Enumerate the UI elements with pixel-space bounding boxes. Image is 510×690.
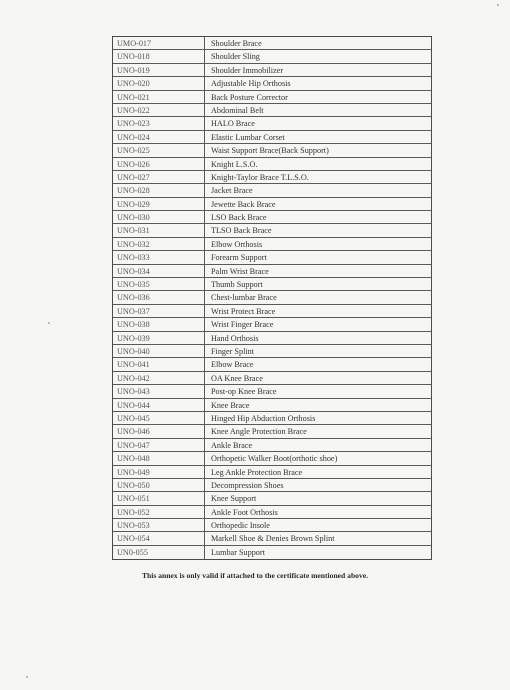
table-row (113, 492, 431, 505)
product-name-cell: Wrist Protect Brace (211, 306, 276, 316)
product-name-cell: Ankle Foot Orthosis (211, 507, 278, 517)
product-name-cell: Abdominal Belt (211, 105, 264, 115)
product-code-cell: UNO-052 (113, 506, 205, 518)
product-code-cell: UNO-043 (113, 385, 205, 397)
table-row (113, 37, 431, 50)
product-name-cell: Elbow Orthosis (211, 239, 263, 249)
product-code-cell: UNO-024 (113, 131, 205, 143)
product-name-cell: Thumb Support (211, 280, 263, 290)
annex-validity-note: This annex is only valid if attached to the certificate mentioned above. (141, 571, 369, 580)
table-row (113, 358, 431, 371)
table-row (113, 506, 431, 519)
table-row (113, 158, 431, 171)
table-row (113, 399, 431, 412)
product-code-cell: UNO-053 (113, 519, 205, 531)
product-code-cell: UNO-036 (113, 291, 205, 303)
product-code-cell: UNO-020 (113, 77, 205, 89)
product-name-cell: TLSO Back Brace (211, 226, 272, 236)
product-name-cell: Finger Splint (211, 346, 254, 356)
product-name-cell: Decompression Shoes (211, 480, 284, 490)
product-name-cell: Elbow Brace (211, 360, 254, 370)
product-name-cell: LSO Back Brace (211, 213, 267, 223)
table-row (113, 224, 431, 237)
product-name-cell: Hinged Hip Abduction Orthosis (211, 413, 316, 423)
product-code-cell: UNO-048 (113, 452, 205, 464)
product-code-cell: UNO-027 (113, 171, 205, 183)
product-name-cell: Jewette Back Brace (211, 199, 276, 209)
table-row (113, 278, 431, 291)
product-code-cell: UNO-037 (113, 305, 205, 317)
table-row (113, 305, 431, 318)
product-code-cell: UNO-034 (113, 265, 205, 277)
product-name-cell: Adjustable Hip Orthosis (211, 79, 291, 89)
product-name-cell: Jacket Brace (211, 186, 253, 196)
table-row (113, 131, 431, 144)
product-code-cell: UNO-051 (113, 492, 205, 504)
product-name-cell: Ankle Brace (211, 440, 253, 450)
table-row (113, 50, 431, 63)
table-row (113, 479, 431, 492)
product-name-cell: Wrist Finger Brace (211, 320, 274, 330)
product-name-cell: Back Posture Corrector (211, 92, 288, 102)
product-code-cell: UNO-019 (113, 64, 205, 76)
product-code-cell: UNO-040 (113, 345, 205, 357)
product-code-cell: UNO-044 (113, 399, 205, 411)
product-code-cell: UN0-055 (113, 546, 205, 559)
table-row (113, 439, 431, 452)
product-name-cell: HALO Brace (211, 119, 255, 129)
table-row (113, 91, 431, 104)
product-code-cell: UNO-041 (113, 358, 205, 370)
table-row (113, 425, 431, 438)
product-code-cell: UNO-018 (113, 50, 205, 62)
product-code-cell: UNO-028 (113, 184, 205, 196)
product-name-cell: Knight L.S.O. (211, 159, 258, 169)
table-row (113, 251, 431, 264)
table-row (113, 452, 431, 465)
product-code-cell: UNO-025 (113, 144, 205, 156)
table-row (113, 77, 431, 90)
scan-speck (26, 676, 28, 678)
product-name-cell: Post-op Knee Brace (211, 387, 277, 397)
scan-speck (48, 322, 50, 324)
product-name-cell: Forearm Support (211, 253, 267, 263)
table-row (113, 519, 431, 532)
product-name-cell: Elastic Lumbar Corset (211, 132, 285, 142)
table-row (113, 385, 431, 398)
product-name-cell: Shoulder Immobilizer (211, 65, 284, 75)
table-row (113, 412, 431, 425)
scan-speck (497, 4, 499, 6)
product-name-cell: Knee Support (211, 494, 257, 504)
table-row (113, 64, 431, 77)
product-name-cell: Shoulder Brace (211, 39, 262, 48)
product-code-cell: UNO-029 (113, 198, 205, 210)
product-code-cell: UNO-046 (113, 425, 205, 437)
product-code-cell: UNO-022 (113, 104, 205, 116)
product-name-cell: Orthopedic Insole (211, 521, 270, 531)
table-row (113, 171, 431, 184)
product-name-cell: Shoulder Sling (211, 52, 260, 62)
product-code-cell: UNO-021 (113, 91, 205, 103)
product-code-cell: UNO-045 (113, 412, 205, 424)
table-row (113, 466, 431, 479)
annex-table (112, 36, 432, 560)
product-code-cell: UNO-038 (113, 318, 205, 330)
product-code-cell: UNO-032 (113, 238, 205, 250)
table-row (113, 532, 431, 545)
table-row (113, 144, 431, 157)
product-name-cell: Leg Ankle Protection Brace (211, 467, 303, 477)
product-code-cell: UNO-026 (113, 158, 205, 170)
product-name-cell: Knee Angle Protection Brace (211, 427, 307, 437)
product-name-cell: Hand Orthosis (211, 333, 259, 343)
table-row (113, 117, 431, 130)
table-row (113, 184, 431, 197)
product-code-cell: UNO-050 (113, 479, 205, 491)
table-row (113, 546, 431, 559)
product-code-cell: UNO-039 (113, 332, 205, 344)
table-row (113, 238, 431, 251)
table-row (113, 198, 431, 211)
table-row (113, 104, 431, 117)
product-name-cell: Knight-Taylor Brace T.L.S.O. (211, 172, 309, 182)
product-name-cell: Palm Wrist Brace (211, 266, 269, 276)
table-row (113, 211, 431, 224)
product-name-cell: Lumbar Support (211, 547, 265, 557)
product-code-cell: UNO-047 (113, 439, 205, 451)
product-code-cell: UNO-054 (113, 532, 205, 544)
table-row (113, 345, 431, 358)
product-code-cell: UMO-017 (113, 37, 205, 49)
product-name-cell: Markell Shoe & Denies Brown Splint (211, 534, 335, 544)
product-code-cell: UNO-023 (113, 117, 205, 129)
table-row (113, 291, 431, 304)
product-code-cell: UNO-049 (113, 466, 205, 478)
product-name-cell: Orthopetic Walker Boot(orthotic shoe) (211, 454, 338, 464)
table-row (113, 332, 431, 345)
product-code-cell: UNO-031 (113, 224, 205, 236)
table-row (113, 372, 431, 385)
product-code-cell: UNO-042 (113, 372, 205, 384)
table-row (113, 265, 431, 278)
product-code-cell: UNO-035 (113, 278, 205, 290)
product-name-cell: OA Knee Brace (211, 373, 263, 383)
product-name-cell: Knee Brace (211, 400, 250, 410)
product-name-cell: Waist Support Brace(Back Support) (211, 146, 329, 156)
table-row (113, 318, 431, 331)
product-code-cell: UNO-033 (113, 251, 205, 263)
product-code-cell: UNO-030 (113, 211, 205, 223)
product-name-cell: Chest-lumbar Brace (211, 293, 277, 303)
